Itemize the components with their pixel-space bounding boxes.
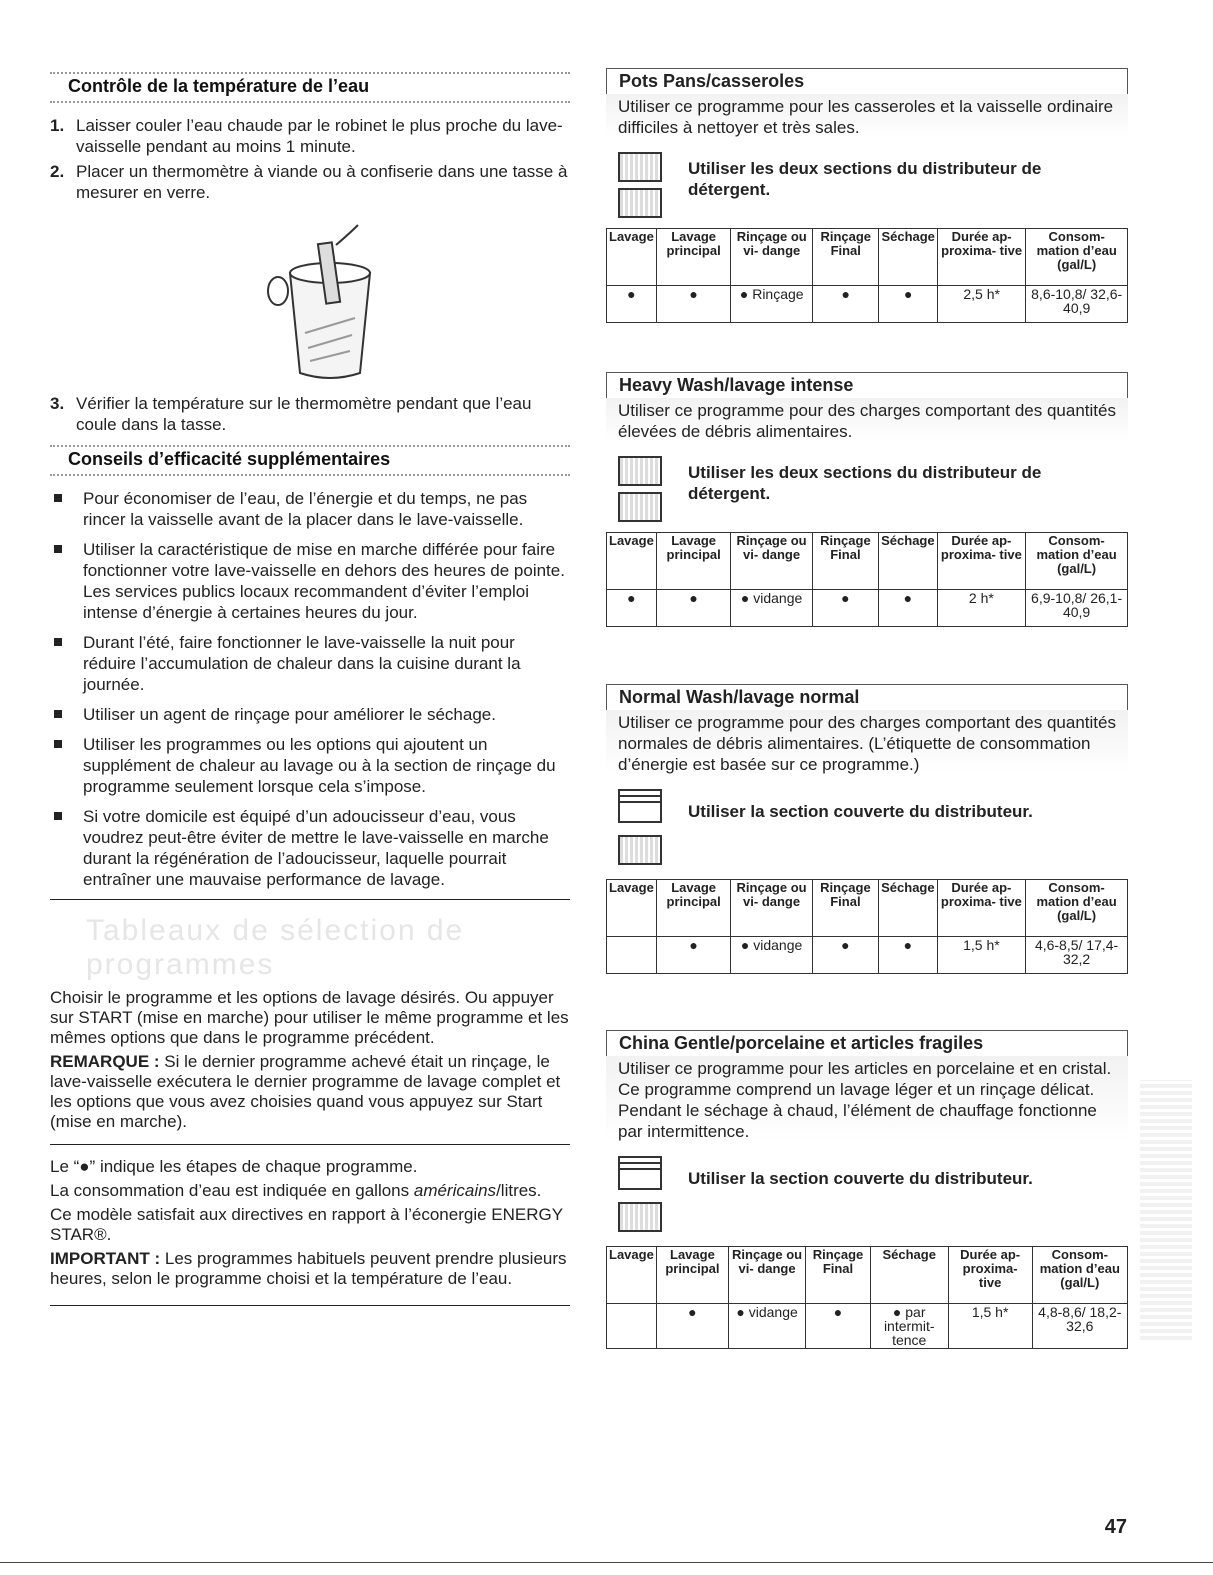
table-cell: ●	[656, 286, 731, 323]
table-cell: 6,9-10,8/ 26,1-40,9	[1026, 590, 1128, 627]
water-note: La consommation d’eau est indiquée en gallons américains/litres.	[50, 1181, 542, 1200]
divider	[50, 1305, 570, 1306]
table-header: Rinçage Final	[813, 229, 879, 286]
cycle-block-heavy-wash	[606, 372, 1128, 627]
detergent-instruction: Utiliser la section couverte du distributeur.	[606, 1150, 1128, 1246]
cycle-table	[606, 879, 1128, 974]
detergent-instruction: Utiliser la section couverte du distributeur.	[606, 783, 1128, 879]
cycle-title: China Gentle/porcelaine et articles fragiles	[606, 1030, 1128, 1056]
table-cell: ● par intermit- tence	[870, 1304, 948, 1349]
table-cell: ●	[813, 286, 879, 323]
table-cell: 8,6-10,8/ 32,6-40,9	[1026, 286, 1128, 323]
temp-steps-continued	[50, 393, 570, 435]
covered-cup-icon	[618, 789, 662, 823]
table-cell: ●	[879, 937, 937, 974]
divider	[50, 899, 570, 900]
cycle-description: Utiliser ce programme pour des charges comportant des quantités normales de débris alimentaires. (L’étiquette de consommation d’énergie est basée sur ce programme.)	[606, 710, 1128, 775]
left-column	[50, 0, 570, 1306]
table-header: Rinçage ou vi- dange	[731, 880, 812, 937]
cycle-table	[606, 532, 1128, 627]
table-cell: ● Rinçage	[731, 286, 813, 323]
tables-heading: Tableaux de sélection de programmes	[86, 914, 465, 981]
divider	[50, 474, 570, 476]
detergent-cup-icon	[618, 835, 662, 865]
table-header: Rinçage ou vi- dange	[731, 533, 812, 590]
table-cell: 1,5 h*	[937, 937, 1026, 974]
energy-note: Ce modèle satisfait aux directives en rapport à l’éconergie ENERGY STAR®.	[50, 1205, 563, 1244]
table-header: Durée ap- proxima- tive	[937, 880, 1026, 937]
thermometer-cup-illustration	[260, 223, 400, 383]
table-header: Lavage	[607, 1247, 657, 1304]
cycle-title: Normal Wash/lavage normal	[606, 684, 1128, 710]
table-header: Lavage principal	[656, 229, 731, 286]
table-header: Rinçage Final	[812, 533, 878, 590]
cycle-title: Heavy Wash/lavage intense	[606, 372, 1128, 398]
table-header: Lavage	[607, 229, 657, 286]
tips-section-title: Conseils d’efficacité supplémentaires	[68, 449, 391, 469]
table-header: Rinçage Final	[812, 880, 878, 937]
table-header: Durée ap- proxima- tive	[937, 229, 1025, 286]
divider	[0, 1562, 1213, 1563]
detergent-instruction: Utiliser les deux sections du distributeur de détergent.	[606, 146, 1128, 228]
divider	[50, 101, 570, 103]
temp-steps	[50, 115, 570, 203]
tip-item: Utiliser un agent de rinçage pour améliorer le séchage.	[50, 704, 570, 725]
table-cell: 2 h*	[937, 590, 1026, 627]
side-tab-decoration	[1140, 1080, 1192, 1340]
table-cell: ●	[656, 590, 731, 627]
step-item: 2. Placer un thermomètre à viande ou à confiserie dans une tasse à mesurer en verre.	[50, 162, 568, 202]
table-header: Séchage	[870, 1247, 948, 1304]
dot-note: Le “●” indique les étapes de chaque programme.	[50, 1157, 418, 1176]
detergent-cup-icon	[618, 152, 662, 182]
table-cell: ● vidange	[731, 590, 812, 627]
table-header: Rinçage ou vi- dange	[731, 229, 813, 286]
table-cell: 4,8-8,6/ 18,2-32,6	[1032, 1304, 1127, 1349]
table-header: Durée ap- proxima- tive	[937, 533, 1026, 590]
cycle-description: Utiliser ce programme pour les articles en porcelaine et en cristal. Ce programme comprend un lavage léger et un rinçage délicat. Pendant le séchage à chaud, l’élément de chauffage fonctionne par intermittence.	[606, 1056, 1128, 1142]
detergent-cup-icon	[618, 1202, 662, 1232]
table-header: Lavage	[607, 880, 657, 937]
table-cell: ●	[879, 590, 937, 627]
table-cell: ● vidange	[731, 937, 812, 974]
table-header: Rinçage Final	[806, 1247, 871, 1304]
table-header: Lavage principal	[656, 533, 731, 590]
step-item: 3. Vérifier la température sur le thermomètre pendant que l’eau coule dans la tasse.	[50, 394, 532, 434]
tip-item: Si votre domicile est équipé d’un adoucisseur d’eau, vous voudrez peut-être éviter de mettre le lave-vaisselle en marche durant la régénération de l’adoucisseur, laquelle pourrait entraîner une mauvaise performance de lavage.	[50, 806, 570, 890]
table-cell	[607, 937, 657, 974]
table-header: Lavage principal	[656, 880, 731, 937]
important-note: IMPORTANT : Les programmes habituels peuvent prendre plusieurs heures, selon le programme choisi et la température de l’eau.	[50, 1249, 567, 1288]
table-cell: ●	[656, 1304, 728, 1349]
divider	[50, 1144, 570, 1145]
covered-cup-icon	[618, 1156, 662, 1190]
table-cell: ●	[656, 937, 731, 974]
tip-item: Durant l’été, faire fonctionner le lave-vaisselle la nuit pour réduire l’accumulation de chaleur dans la cuisine durant la journée.	[50, 632, 570, 695]
table-header: Consom- mation d’eau (gal/L)	[1026, 533, 1128, 590]
table-cell: ●	[607, 590, 657, 627]
table-header: Consom- mation d’eau (gal/L)	[1026, 880, 1128, 937]
table-cell	[607, 1304, 657, 1349]
cycle-block-normal-wash	[606, 684, 1128, 974]
table-cell: ●	[812, 590, 878, 627]
detergent-cup-icon	[618, 456, 662, 486]
table-cell: ● vidange	[729, 1304, 806, 1349]
cycle-block-china-gentle	[606, 1030, 1128, 1349]
step-item: 1. Laisser couler l’eau chaude par le robinet le plus proche du lave-vaisselle pendant au moins 1 minute.	[50, 116, 563, 156]
cycle-description: Utiliser ce programme pour les casseroles et la vaisselle ordinaire difficiles à nettoyer et très sales.	[606, 94, 1128, 138]
remark: REMARQUE : Si le dernier programme achevé était un rinçage, le lave-vaisselle exécutera le dernier programme de lavage complet et les options que vous avez choisies quand vous appuyez sur Start (mise en marche).	[50, 1052, 561, 1131]
cycle-title: Pots Pans/casseroles	[606, 68, 1128, 94]
cycle-description: Utiliser ce programme pour des charges comportant des quantités élevées de débris alimentaires.	[606, 398, 1128, 442]
table-cell: 4,6-8,5/ 17,4-32,2	[1026, 937, 1128, 974]
table-cell: ●	[607, 286, 657, 323]
table-header: Lavage	[607, 533, 657, 590]
table-cell: ●	[806, 1304, 871, 1349]
table-header: Durée ap- proxima- tive	[948, 1247, 1032, 1304]
tip-item: Pour économiser de l’eau, de l’énergie et du temps, ne pas rincer la vaisselle avant de la placer dans le lave-vaisselle.	[50, 488, 570, 530]
cycle-table	[606, 228, 1128, 323]
cycle-block-pots-pans	[606, 68, 1128, 323]
choose-text: Choisir le programme et les options de lavage désirés. Ou appuyer sur START (mise en marche) pour utiliser le même programme et les mêmes options que dans le programme précédent.	[50, 988, 569, 1047]
tip-item: Utiliser les programmes ou les options qui ajoutent un supplément de chaleur au lavage ou à la section de rinçage du programme seulement lorsque cela s’impose.	[50, 734, 570, 797]
table-header: Rinçage ou vi- dange	[729, 1247, 806, 1304]
detergent-cup-icon	[618, 492, 662, 522]
tips-list	[50, 488, 570, 890]
cycle-table	[606, 1246, 1128, 1349]
table-cell: ●	[812, 937, 878, 974]
table-cell: 1,5 h*	[948, 1304, 1032, 1349]
table-header: Consom- mation d’eau (gal/L)	[1032, 1247, 1127, 1304]
detergent-cup-icon	[618, 188, 662, 218]
table-header: Lavage principal	[656, 1247, 728, 1304]
table-cell: ●	[879, 286, 937, 323]
detergent-instruction: Utiliser les deux sections du distributeur de détergent.	[606, 450, 1128, 532]
table-header: Consom- mation d’eau (gal/L)	[1026, 229, 1128, 286]
table-header: Séchage	[879, 229, 937, 286]
temp-section-title: Contrôle de la température de l’eau	[68, 76, 370, 96]
table-cell: 2,5 h*	[937, 286, 1025, 323]
table-header: Séchage	[879, 533, 937, 590]
table-header: Séchage	[879, 880, 937, 937]
tip-item: Utiliser la caractéristique de mise en marche différée pour faire fonctionner votre lave-vaisselle en dehors des heures de pointe. Les services publics locaux recommandent d’éviter l’emploi intense d’énergie à certaines heures du jour.	[50, 539, 570, 623]
page-number: 47	[1104, 1516, 1127, 1538]
